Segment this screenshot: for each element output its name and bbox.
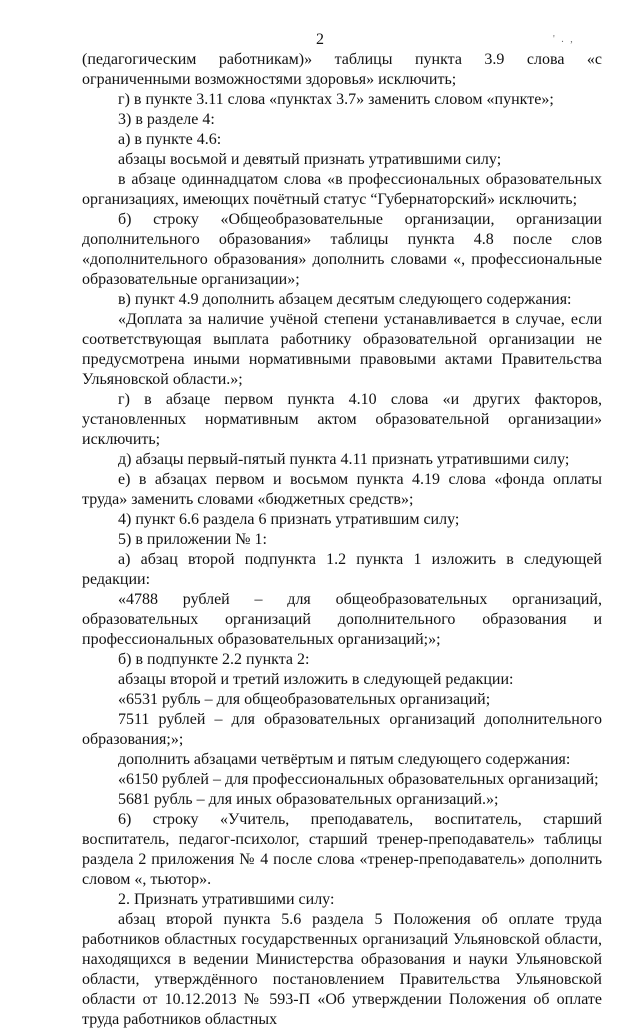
paragraph: б) в подпункте 2.2 пункта 2: [118,651,310,668]
paragraph: 3) в разделе 4: [118,111,215,128]
paragraph: «6531 рубль – для общеобразовательных организаций; [118,691,491,708]
paragraph: д) абзацы первый-пятый пункта 4.11 признать утратившими силу; [118,451,570,468]
paragraph: в) пункт 4.9 дополнить абзацем десятым следующего содержания: [118,291,572,308]
paragraph: абзац второй пункта 5.6 раздела 5 Положения об оплате труда работников областных государственных организаций Ульяновской области, находящихся в ведении Министерства образования и науки Ульяновской области, утверждённого постановлением Правительства Ульяновской области от 10.12.2013 № 593-П «Об утверждении Положения об оплате труда работников областных [82,911,602,1028]
paragraph: 2. Признать утратившими силу: [118,891,335,908]
paragraph: дополнить абзацами четвёртым и пятым следующего содержания: [118,751,571,768]
paragraph: а) в пункте 4.6: [118,131,222,148]
paragraph: г) в пункте 3.11 слова «пунктах 3.7» заменить словом «пункте»; [118,91,554,108]
paragraph: абзацы второй и третий изложить в следующей редакции: [118,671,514,688]
paragraph: е) в абзацах первом и восьмом пункта 4.19 слова «фонда оплаты труда» заменить словами «бюджетных средств»; [82,471,602,508]
page-number: 2 [316,31,324,48]
scan-specks: ' . , [553,34,575,45]
document-body [82,50,602,1030]
paragraph: б) строку «Общеобразовательные организации, организации дополнительного образования» таблицы пункта 4.8 после слов «дополнительного образования» дополнить словами «, профессиональные образовательные организации»; [82,211,602,288]
paragraph: г) в абзаце первом пункта 4.10 слова «и других факторов, установленных нормативным актом образовательной организации» исключить; [82,391,602,448]
paragraph: абзацы восьмой и девятый признать утратившими силу; [118,151,502,168]
paragraph: 6) строку «Учитель, преподаватель, воспитатель, старший воспитатель, педагог-психолог, старший тренер-преподаватель» таблицы раздела 2 приложения № 4 после слова «тренер-преподаватель» дополнить словом «, тьютор». [82,811,602,888]
paragraph: а) абзац второй подпункта 1.2 пункта 1 изложить в следующей редакции: [82,551,602,588]
paragraph: 4) пункт 6.6 раздела 6 признать утратившим силу; [118,511,460,528]
paragraph: 5) в приложении № 1: [118,531,267,548]
paragraph: «Доплата за наличие учёной степени устанавливается в случае, если соответствующая выплата работнику образовательной организации не предусмотрена иными нормативными правовыми актами Правительства Ульяновской области.»; [82,311,602,388]
paragraph: «6150 рублей – для профессиональных образовательных организаций; [118,771,599,788]
paragraph: 7511 рублей – для образовательных организаций дополнительного образования;»; [82,711,602,748]
paragraph: в абзаце одиннадцатом слова «в профессиональных образовательных организациях, имеющих почётный статус “Губернаторский» исключить; [82,171,602,208]
paragraph: (педагогическим работникам)» таблицы пункта 3.9 слова «с ограниченными возможностями здоровья» исключить; [82,51,602,88]
paragraph: «4788 рублей – для общеобразовательных организаций, образовательных организаций дополнительного образования и профессиональных образовательных организаций;»; [82,591,602,648]
paragraph: 5681 рубль – для иных образовательных организаций.»; [118,791,499,808]
